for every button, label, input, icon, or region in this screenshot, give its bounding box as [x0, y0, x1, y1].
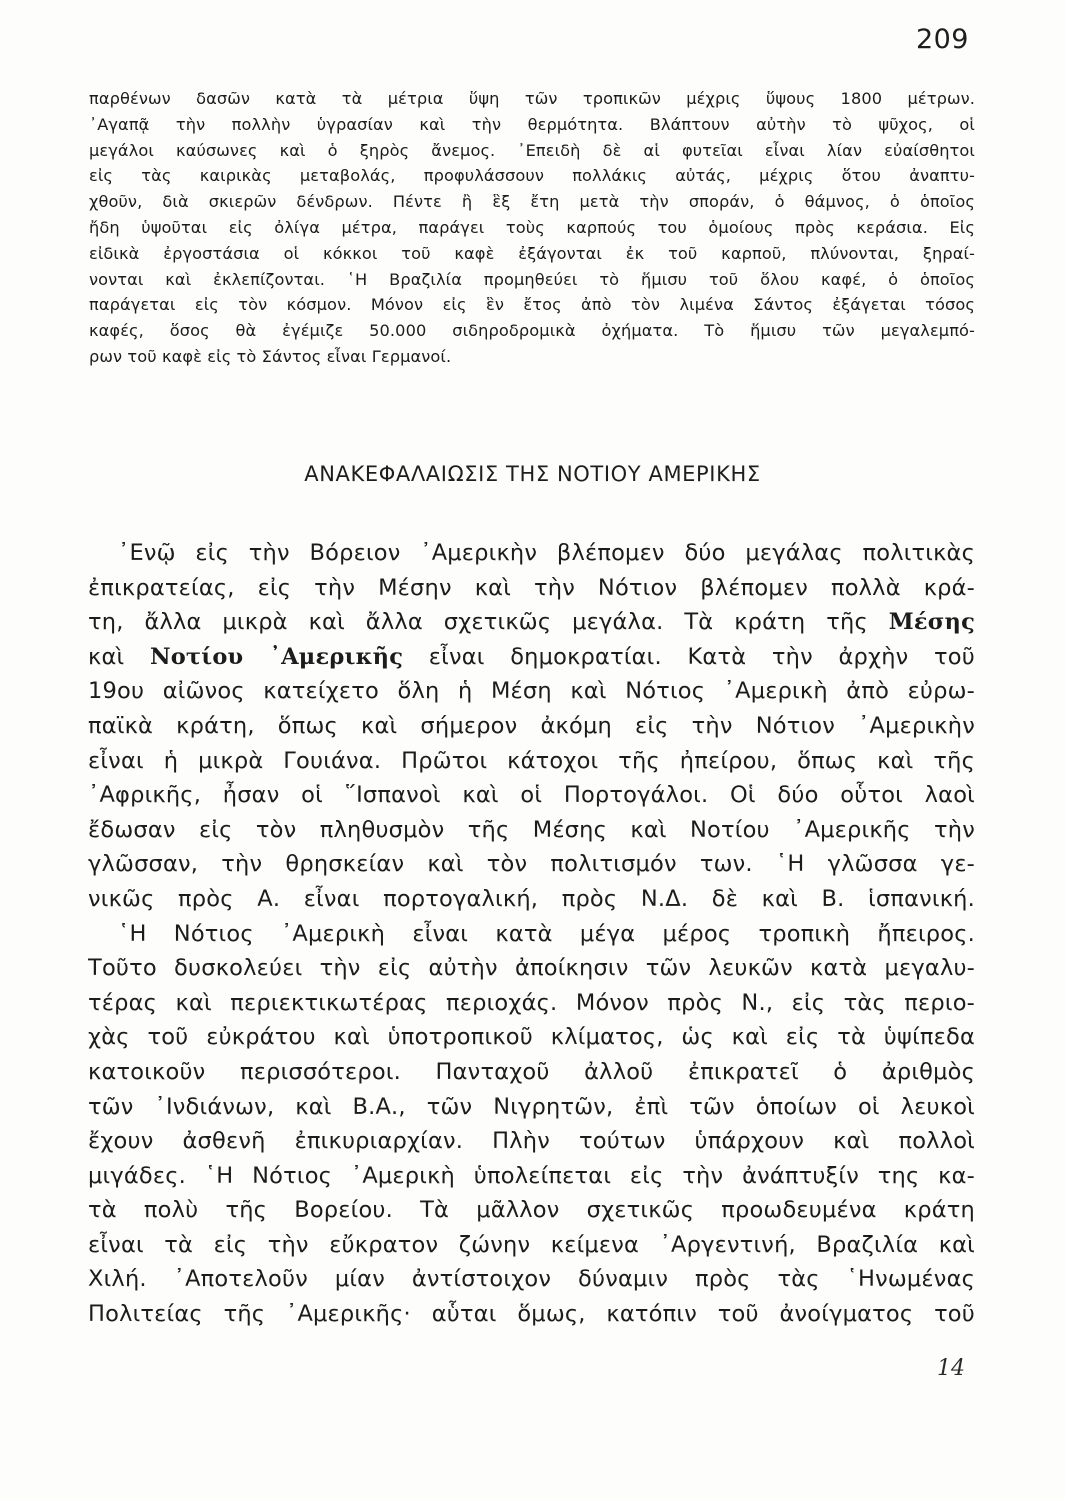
- text-line: ᾿Αφρικῆς, ἦσαν οἱ ῞Ισπανοὶ καὶ οἱ Πορτογάλοι. Οἱ δύο οὗτοι λαοὶ: [88, 782, 975, 809]
- text-line: τῶν ᾿Ινδιάνων, καὶ Β.Α., τῶν Νιγρητῶν, ἐπὶ τῶν ὁποίων οἱ λευκοὶ: [88, 1093, 975, 1120]
- text-line: χθοῦν, διὰ σκιερῶν δένδρων. Πέντε ἢ ἓξ ἔτη μετὰ τὴν σποράν, ὁ θάμνος, ὁ ὁποῖος: [89, 192, 975, 212]
- text-line: ᾿Αγαπᾷ τὴν πολλὴν ὑγρασίαν καὶ τὴν θερμότητα. Βλάπτουν αὐτὴν τὸ ψῦχος, οἱ: [89, 114, 975, 134]
- text-line: ρων τοῦ καφὲ εἰς τὸ Σάντος εἶναι Γερμανοί.: [89, 346, 452, 366]
- text-span: εἶναι δημοκρατίαι. Κατὰ τὴν ἀρχὴν τοῦ: [428, 643, 975, 670]
- text-line: ἔχουν ἀσθενῆ ἐπικυριαρχίαν. Πλὴν τούτων ὑπάρχουν καὶ πολλοὶ: [88, 1128, 975, 1155]
- text-line: Χιλή. ᾿Αποτελοῦν μίαν ἀντίστοιχον δύναμιν πρὸς τὰς ῾Ηνωμένας: [88, 1266, 975, 1293]
- text-line: τὰ πολὺ τῆς Βορείου. Τὰ μᾶλλον σχετικῶς προωδευμένα κράτη: [88, 1197, 975, 1224]
- text-line: νονται καὶ ἐκλεπίζονται. ῾Η Βραζιλία προμηθεύει τὸ ἥμισυ τοῦ ὅλου καφέ, ὁ ὁποῖος: [89, 269, 975, 289]
- text-line: παϊκὰ κράτη, ὅπως καὶ σήμερον ἀκόμη εἰς τὴν Νότιον ᾿Αμερικὴν: [88, 712, 975, 739]
- text-line: τέρας καὶ περιεκτικωτέρας περιοχάς. Μόνον πρὸς Ν., εἰς τὰς περιο-: [88, 989, 975, 1016]
- text-line: ἔδωσαν εἰς τὸν πληθυσμὸν τῆς Μέσης καὶ Νοτίου ᾿Αμερικῆς τὴν: [88, 816, 975, 843]
- text-line: ἤδη ὑψοῦται εἰς ὀλίγα μέτρα, παράγει τοὺς καρπούς του ὁμοίους πρὸς κεράσια. Εἰς: [89, 217, 975, 237]
- text-line: 19ου αἰῶνος κατείχετο ὅλη ἡ Μέση καὶ Νότιος ᾿Αμερικὴ ἀπὸ εὐρω-: [88, 678, 975, 705]
- text-line: παρθένων δασῶν κατὰ τὰ μέτρια ὕψη τῶν τροπικῶν μέχρις ὕψους 1800 μέτρων.: [89, 89, 975, 108]
- text-line: εἶναι ἡ μικρὰ Γουιάνα. Πρῶτοι κάτοχοι τῆς ἠπείρου, ὅπως καὶ τῆς: [88, 747, 975, 774]
- text-line: εἰδικὰ ἐργοστάσια οἱ κόκκοι τοῦ καφὲ ἐξάγονται ἐκ τοῦ καρποῦ, πλύνονται, ξηραί-: [89, 243, 975, 263]
- continued-paragraph: [89, 86, 975, 370]
- emphasized-term: Νοτίου ᾿Αμερικῆς: [149, 643, 404, 670]
- text-span: τη, ἄλλα μικρὰ καὶ ἄλλα σχετικῶς μεγάλα. Τὰ κράτη τῆς: [88, 609, 868, 636]
- printer-signature-mark: 14: [937, 1356, 965, 1381]
- text-line: νικῶς πρὸς Α. εἶναι πορτογαλική, πρὸς Ν.Δ. δὲ καὶ Β. ἱσπανική.: [88, 885, 975, 912]
- text-line: χὰς τοῦ εὐκράτου καὶ ὑποτροπικοῦ κλίματος, ὡς καὶ εἰς τὰ ὑψίπεδα: [88, 1024, 975, 1051]
- text-line: [88, 640, 975, 675]
- text-line: Πολιτείας τῆς ᾿Αμερικῆς· αὗται ὅμως, κατόπιν τοῦ ἀνοίγματος τοῦ: [88, 1301, 975, 1328]
- text-line: γλῶσσαν, τὴν θρησκείαν καὶ τὸν πολιτισμόν των. ῾Η γλῶσσα γε-: [88, 851, 975, 878]
- text-line: παράγεται εἰς τὸν κόσμον. Μόνον εἰς ἓν ἔτος ἀπὸ τὸν λιμένα Σάντος ἐξάγεται τόσος: [89, 295, 975, 315]
- text-line: εἶναι τὰ εἰς τὴν εὔκρατον ζώνην κείμενα ᾿Αργεντινή, Βραζιλία καὶ: [88, 1231, 975, 1258]
- page-number: 209: [915, 24, 969, 55]
- text-line: ᾿Ενῷ εἰς τὴν Βόρειον ᾿Αμερικὴν βλέπομεν δύο μεγάλας πολιτικὰς: [118, 540, 975, 566]
- text-line: ῾Η Νότιος ᾿Αμερικὴ εἶναι κατὰ μέγα μέρος τροπικὴ ἤπειρος.: [118, 920, 975, 947]
- text-line: μιγάδες. ῾Η Νότιος ᾿Αμερικὴ ὑπολείπεται εἰς τὴν ἀνάπτυξίν της κα-: [88, 1162, 975, 1189]
- text-line: Τοῦτο δυσκολεύει τὴν εἰς αὐτὴν ἀποίκησιν τῶν λευκῶν κατὰ μεγαλυ-: [88, 955, 975, 982]
- text-line: μεγάλοι καύσωνες καὶ ὁ ξηρὸς ἄνεμος. ᾿Επειδὴ δὲ αἱ φυτεῖαι εἶναι λίαν εὐαίσθητοι: [89, 140, 975, 160]
- emphasized-term: Μέσης: [888, 609, 975, 636]
- text-line: κατοικοῦν περισσότεροι. Πανταχοῦ ἀλλοῦ ἐπικρατεῖ ὁ ἀριθμὸς: [88, 1058, 975, 1085]
- text-line: εἰς τὰς καιρικὰς μεταβολάς, προφυλάσσουν πολλάκις αὐτάς, μέχρις ὅτου ἀναπτυ-: [89, 166, 975, 186]
- section-heading: ΑΝΑΚΕΦΑΛΑΙΩΣΙΣ ΤΗΣ ΝΟΤΙΟΥ ΑΜΕΡΙΚΗΣ: [304, 462, 761, 486]
- text-line: [88, 605, 975, 640]
- summary-paragraphs: [88, 536, 975, 1332]
- text-line: καφές, ὅσος θὰ ἐγέμιζε 50.000 σιδηροδρομικὰ ὀχήματα. Τὸ ἥμισυ τῶν μεγαλεμπό-: [89, 321, 975, 341]
- text-span: καὶ: [88, 643, 125, 670]
- text-line: ἐπικρατείας, εἰς τὴν Μέσην καὶ τὴν Νότιον βλέπομεν πολλὰ κρά-: [88, 574, 975, 601]
